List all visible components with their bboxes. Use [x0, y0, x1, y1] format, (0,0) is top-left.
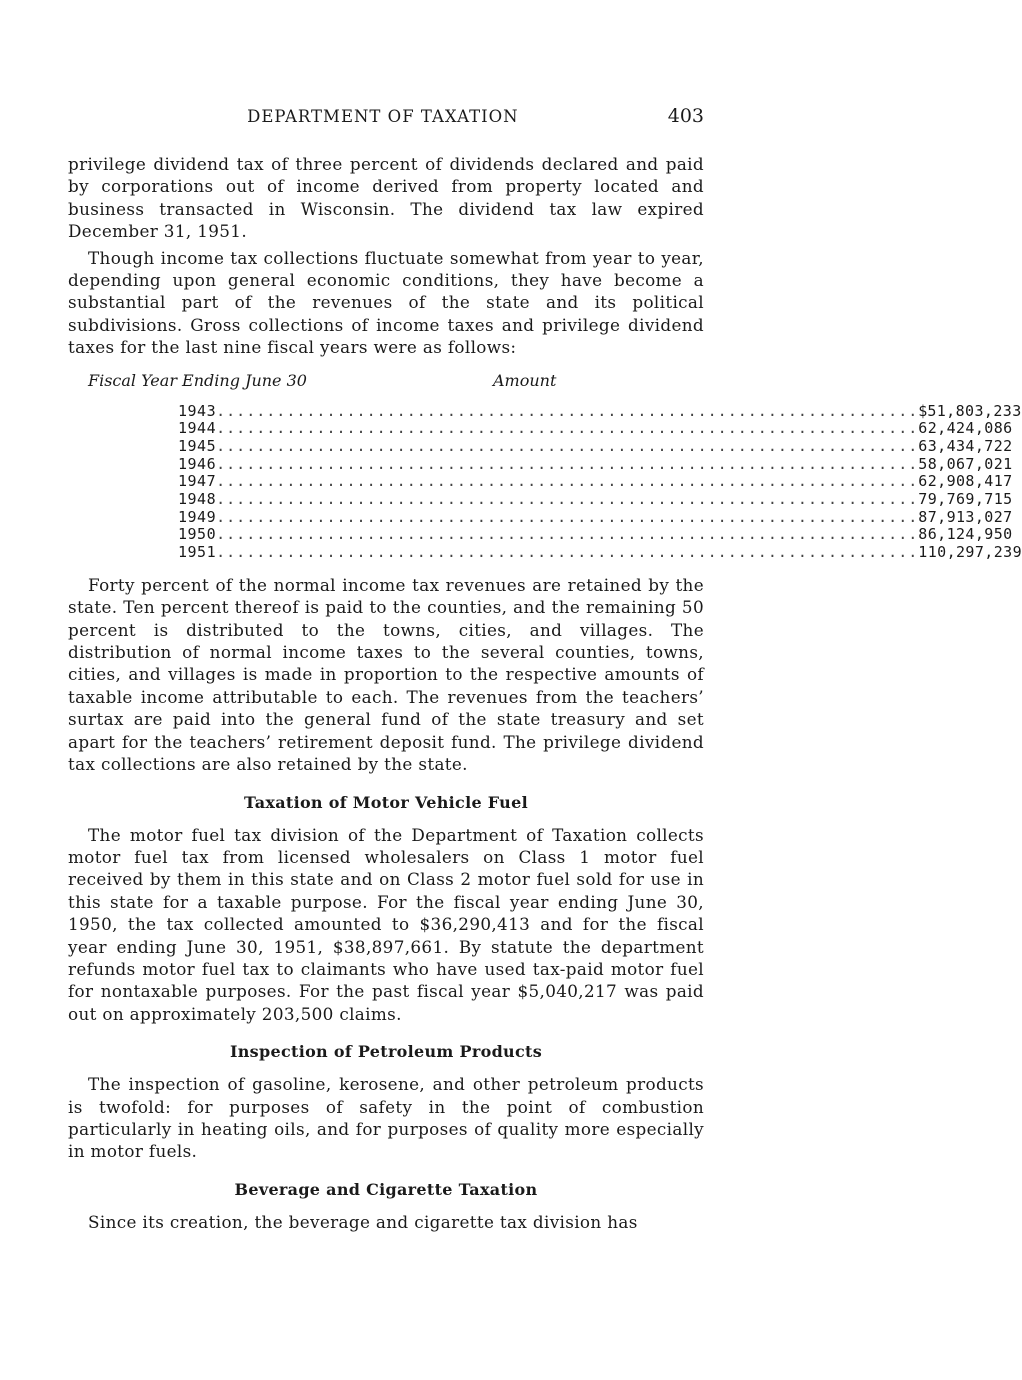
year-cell: 1943 — [178, 401, 217, 420]
dot-leader: ...................................................................... — [216, 525, 919, 544]
amount-cell: 79,769,715 — [918, 490, 1013, 509]
paragraph-beverage: Since its creation, the beverage and cigarette tax division has — [88, 1211, 638, 1232]
dot-leader: ...................................................................... — [216, 419, 919, 438]
paragraph-petroleum: The inspection of gasoline, kerosene, and other petroleum products is twofold: for purposes of safety in the point of combustion particularly in heating oils, and for purposes of quality more especially in motor fuels. — [68, 1074, 704, 1162]
amount-cell: 62,424,086 — [918, 419, 1013, 438]
table-row — [178, 472, 1013, 491]
table-header — [68, 371, 704, 390]
paragraph-revenue-distribution: Forty percent of the normal income tax revenues are retained by the state. Ten percent thereof is paid to the counties, and the remaining 50 percent is distributed to the towns, cities, and villages. The distribution of normal income taxes to the several counties, towns, cities, and villages is made in proportion to the respective amounts of taxable income attributable to each. The revenues from the teachers’ surtax are paid into the general fund of the state treasury and set apart for the teachers’ retirement deposit fund. The privilege dividend tax collections are also retained by the state. — [68, 574, 704, 775]
table-row — [178, 490, 1013, 509]
dot-leader: ...................................................................... — [216, 454, 919, 473]
year-cell: 1951 — [178, 543, 217, 562]
dot-leader: ...................................................................... — [216, 401, 919, 420]
amount-cell: 58,067,021 — [918, 454, 1013, 473]
dot-leader: ...................................................................... — [216, 472, 919, 491]
paragraph-dividend-tax: privilege dividend tax of three percent of dividends declared and paid by corporations out of income derived from property located and business transacted in Wisconsin. The dividend tax law expired December 31, 1951. — [68, 154, 704, 242]
year-cell: 1944 — [178, 419, 217, 438]
page-body — [68, 153, 1022, 1233]
running-header — [68, 105, 704, 127]
dot-leader: ...................................................................... — [216, 543, 919, 562]
running-title: DEPARTMENT OF TAXATION — [247, 107, 519, 126]
year-cell: 1947 — [178, 472, 217, 491]
amount-cell: 87,913,027 — [918, 507, 1013, 526]
table-row — [178, 507, 1013, 527]
table-row — [178, 401, 1022, 421]
amount-cell: 86,124,950 — [918, 525, 1013, 544]
table-row — [178, 437, 1013, 456]
paragraph-motor-fuel: The motor fuel tax division of the Department of Taxation collects motor fuel tax from licensed wholesalers on Class 1 motor fuel received by them in this state and on Class 2 motor fuel sold for use in this state for a taxable purpose. For the fiscal year ending June 30, 1950, the tax collected amounted to $36,290,413 and for the fiscal year ending June 30, 1951, $38,897,661. By statute the department refunds motor fuel tax to claimants who have used tax-paid motor fuel for nontaxable purposes. For the past fiscal year $5,040,217 was paid out on approximately 203,500 claims. — [68, 824, 704, 1024]
year-cell: 1949 — [178, 507, 217, 526]
section-heading-beverage: Beverage and Cigarette Taxation — [234, 1179, 538, 1199]
dot-leader: ...................................................................... — [216, 507, 919, 526]
page-number: 403 — [667, 105, 704, 127]
year-cell: 1948 — [178, 490, 217, 509]
dot-leader: ...................................................................... — [216, 490, 919, 509]
section-heading-motor-fuel: Taxation of Motor Vehicle Fuel — [244, 792, 528, 812]
section-heading-petroleum: Inspection of Petroleum Products — [229, 1042, 543, 1062]
column-header-year: Fiscal Year Ending June 30 — [88, 370, 307, 390]
amount-cell: 62,908,417 — [918, 472, 1013, 491]
year-cell: 1946 — [178, 454, 217, 473]
collections-table — [178, 401, 1022, 562]
column-header-amount: Amount — [493, 370, 557, 390]
table-row — [178, 543, 1022, 562]
amount-cell: 63,434,722 — [918, 437, 1013, 456]
table-row — [178, 454, 1013, 474]
currency-sign: $ — [918, 401, 928, 420]
year-cell: 1945 — [178, 437, 217, 456]
amount-cell: 51,803,233 — [927, 401, 1022, 420]
table-row — [178, 525, 1013, 544]
amount-cell: 110,297,239 — [918, 543, 1022, 562]
dot-leader: ...................................................................... — [216, 437, 919, 456]
table-row — [178, 419, 1013, 438]
year-cell: 1950 — [178, 525, 217, 544]
paragraph-income-collections: Though income tax collections fluctuate somewhat from year to year, depending upon general economic conditions, they have become a substantial part of the revenues of the state and its political subdivisions. Gross collections of income taxes and privilege dividend taxes for the last nine fiscal years were as follows: — [68, 247, 704, 358]
